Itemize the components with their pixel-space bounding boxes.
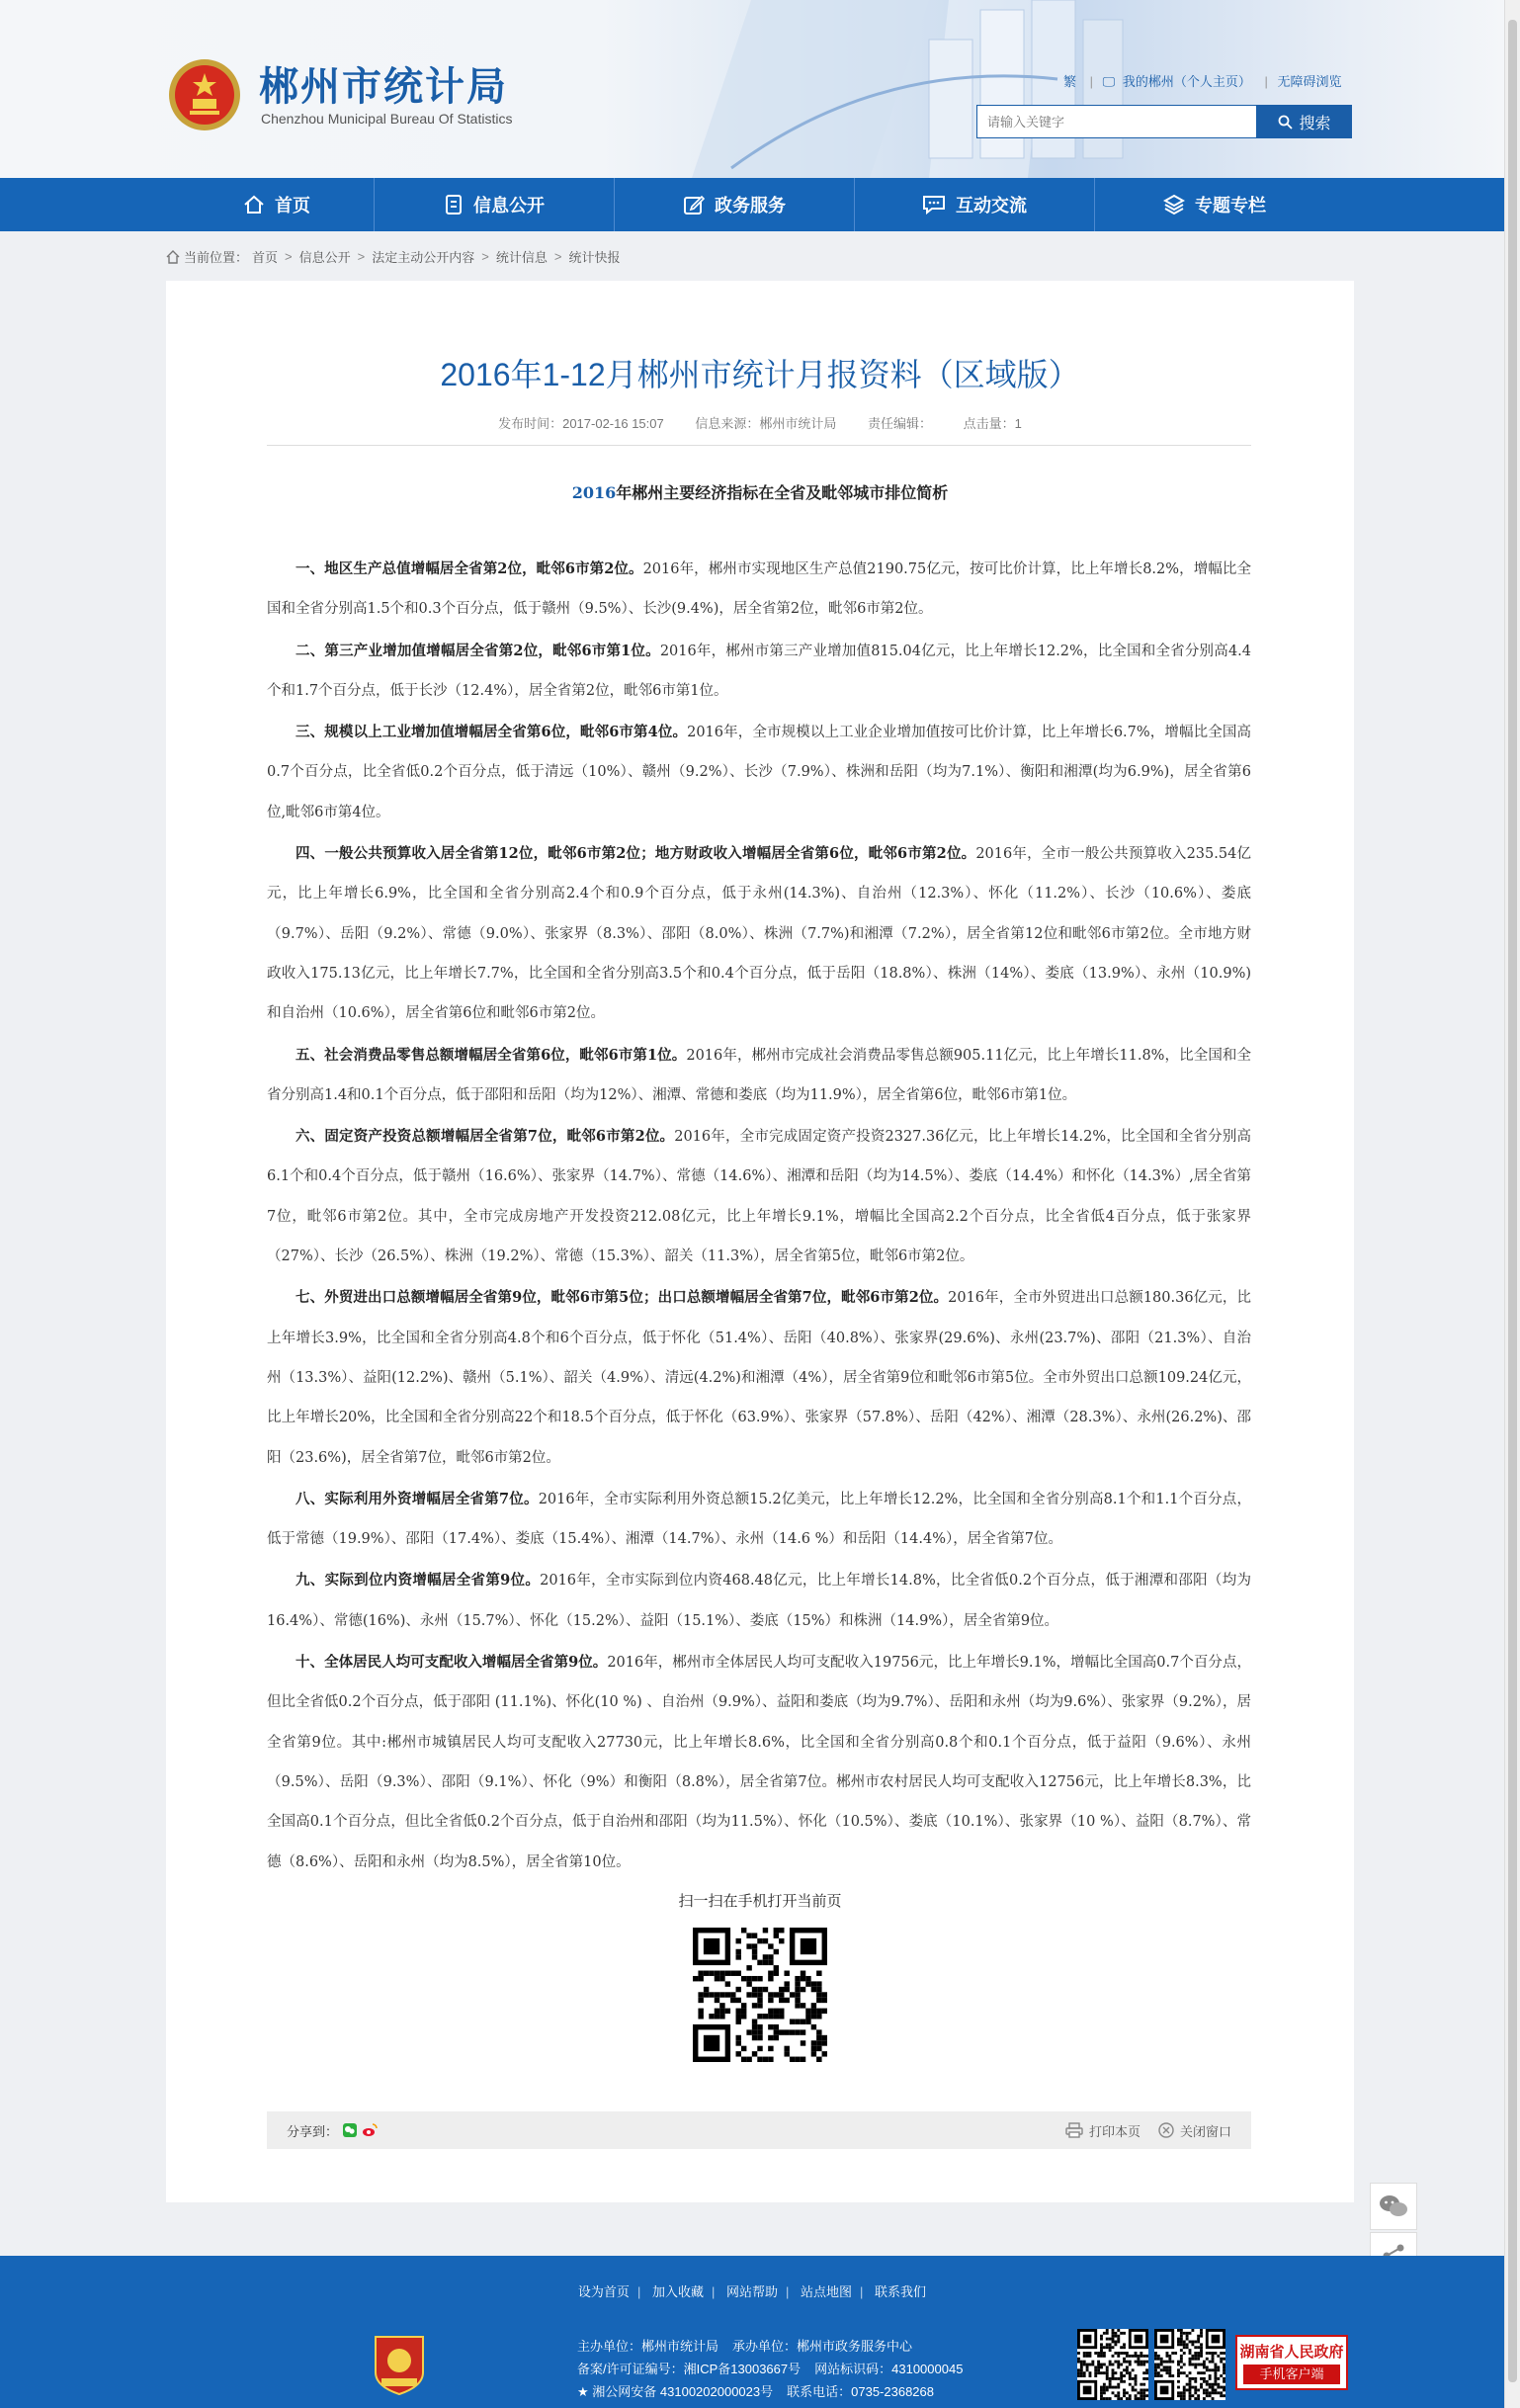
footer-qr-code-icon [1077, 2329, 1148, 2400]
top-link-separator: | [1264, 74, 1268, 89]
footer-link-separator: | [786, 2284, 790, 2299]
breadcrumb-item-info[interactable]: 信息公开 [298, 250, 351, 265]
close-window-button[interactable] [1158, 2121, 1231, 2140]
nav-item-services[interactable] [615, 178, 854, 231]
wechat-icon [1379, 2193, 1408, 2219]
breadcrumb-separator: > [285, 249, 293, 264]
layers-icon [1163, 194, 1185, 215]
article-meta [166, 413, 1354, 432]
my-page-link[interactable]: 我的郴州（个人主页） [1122, 74, 1251, 89]
main-nav [0, 178, 1504, 231]
article-paragraph [267, 1643, 1251, 1882]
top-link-separator: | [1089, 74, 1094, 89]
paragraph-text: 2016年，郴州市第三产业增加值815.04亿元，比上年增长12.2%，比全国和全省分别高4.4个和1.7个百分点，低于长沙（12.4%），居全省第2位，毗邻6市第1位。 [267, 643, 1252, 699]
print-button[interactable] [1065, 2121, 1140, 2140]
article-title: 2016年1-12月郴州市统计月报资料（区域版） [440, 357, 1080, 392]
paragraph-lead: 三、规模以上工业增加值增幅居全省第6位，毗邻6市第4位。 [296, 724, 688, 741]
hunan-gov-title: 湖南省人民政府 [1239, 2344, 1344, 2361]
paragraph-lead: 九、实际到位内资增幅居全省第9位。 [296, 1572, 541, 1590]
monitor-icon: 🖵 [1102, 74, 1116, 89]
footer-host: 主办单位：郴州市统计局 [577, 2339, 719, 2354]
share-label: 分享到： [287, 2123, 339, 2139]
nav-item-label: 互动交流 [956, 196, 1027, 215]
nav-item-topics[interactable] [1095, 178, 1334, 231]
footer-info [577, 2335, 963, 2403]
search-button[interactable] [1257, 105, 1352, 138]
footer-link-help[interactable]: 网站帮助 [725, 2284, 778, 2299]
footer-line-3 [577, 2380, 963, 2403]
nav-item-info[interactable] [375, 178, 614, 231]
scrollbar-thumb[interactable] [1508, 20, 1517, 2382]
search-box [976, 105, 1257, 138]
search-button-label: 搜索 [1299, 115, 1331, 132]
breadcrumb-separator: > [553, 249, 562, 264]
subheading-year: 2016 [571, 483, 617, 502]
edit-icon [683, 194, 705, 215]
footer-link-separator: | [636, 2284, 641, 2299]
paragraph-text: 2016年，全市规模以上工业企业增加值按可比价计算，比上年增长6.7%，增幅比全国高0.7个百分点，比全省低0.2个百分点，低于清远（10%）、赣州（9.2%）、长沙（7.9%）、株洲和岳阳（均为7.1%）、衡阳和湘潭(均为6.9%)，居全省第6位,毗邻6市第4位。 [267, 725, 1251, 820]
paragraph-lead: 八、实际利用外资增幅居全省第7位。 [296, 1490, 539, 1507]
share-bar [267, 2111, 1251, 2149]
footer-line-1 [577, 2335, 963, 2358]
qr-code-icon [693, 1928, 827, 2062]
search-icon [1278, 115, 1293, 129]
nav-item-interaction[interactable] [855, 178, 1094, 231]
nav-item-label: 政务服务 [715, 196, 786, 215]
footer-phone: 联系电话：0735-2368268 [787, 2384, 934, 2399]
article-paragraph [267, 1480, 1251, 1560]
nav-item-label: 专题专栏 [1195, 196, 1266, 215]
breadcrumb-separator: > [357, 249, 366, 264]
home-small-icon [166, 250, 180, 264]
chat-icon [922, 195, 946, 215]
footer-site-code: 网站标识码：4310000045 [814, 2362, 964, 2376]
traditional-chinese-link[interactable]: 繁 [1063, 74, 1077, 89]
paragraph-lead: 七、外贸进出口总额增幅居全省第9位，毗邻6市第5位；出口总额增幅居全省第7位，毗邻6市第2位。 [296, 1289, 949, 1307]
footer-line-2 [577, 2358, 963, 2380]
hunan-gov-app-badge[interactable] [1235, 2335, 1348, 2390]
meta-divider [267, 445, 1251, 446]
publish-time: 发布时间：2017-02-16 15:07 [498, 416, 664, 431]
paragraph-text: 2016年，全市外贸进出口总额180.36亿元，比上年增长3.9%，比全国和全省分别高4.8个和6个百分点，低于怀化（51.4%）、岳阳（40.8%）、张家界(29.6%)、永州(23.7%)、邵阳（21.3%）、自治州（13.3%）、益阳(12.2%)、赣州（5.1%）、韶关（4.9%）、清远(4.2%)和湘潭（4%），居全省第9位和毗邻6市第5位。全市外贸出口总额109.24亿元，比上年增长20%，比全国和全省分别高22个和18.5个百分点，低于怀化（63.9%）、张家界（57.8%）、岳阳（42%）、湘潭（28.3%）、永州(26.2%)、邵阳（23.6%)，居全省第7位，毗邻6市第2位。 [267, 1290, 1251, 1466]
site-footer [0, 2256, 1504, 2408]
article-subheading [166, 480, 1354, 503]
breadcrumb-prefix: 当前位置： [184, 250, 249, 265]
article-paragraph [267, 1278, 1251, 1477]
party-government-badge-icon[interactable] [372, 2333, 427, 2396]
breadcrumb-item-statutory[interactable]: 法定主动公开内容 [372, 250, 475, 265]
breadcrumb-item-stats-brief[interactable]: 统计快报 [568, 250, 621, 265]
article-body [267, 550, 1251, 1884]
footer-link-sitemap[interactable]: 站点地图 [801, 2284, 853, 2299]
close-icon [1158, 2122, 1174, 2138]
paragraph-text: 2016年，全市完成固定资产投资2327.36亿元，比上年增长14.2%，比全国和全省分别高6.1个和0.4个百分点，低于赣州（16.6%）、张家界（14.7%）、常德（14.6%）、湘潭和岳阳（均为14.5%）、娄底（14.4%）和怀化（14.3%）,居全省第7位，毗邻6市第2位。其中，全市完成房地产开发投资212.08亿元，比上年增长9.1%，增幅比全国高2.2个百分点，比全省低4百分点，低于张家界（27%）、长沙（26.5%）、株洲（19.2%）、常德（15.3%）、韶关（11.3%），居全省第5位，毗邻6市第2位。 [267, 1129, 1251, 1265]
article-paragraph [267, 834, 1251, 1033]
wechat-share-icon[interactable] [342, 2122, 358, 2138]
article-paragraph [267, 1117, 1251, 1276]
float-wechat-button[interactable] [1370, 2183, 1417, 2230]
paragraph-text: 2016年，郴州市实现地区生产总值2190.75亿元，按可比价计算，比上年增长8.2%，增幅比全国和全省分别高1.5个和0.3个百分点，低于赣州（9.5%）、长沙(9.4%)，居全省第2位，毗邻6市第2位。 [267, 561, 1252, 618]
paragraph-lead: 二、第三产业增加值增幅居全省第2位，毗邻6市第1位。 [296, 642, 660, 659]
paragraph-text: 2016年，郴州市完成社会消费品零售总额905.11亿元，比上年增长11.8%，比全国和全省分别高1.4和0.1个百分点，低于邵阳和岳阳（均为12%）、湘潭、常德和娄底（均为11.9%），居全省第6位，毗邻6市第1位。 [267, 1047, 1252, 1103]
document-icon [444, 194, 464, 215]
paragraph-text: 2016年，全市一般公共预算收入235.54亿元，比上年增长6.9%，比全国和全省分别高2.4个和0.9个百分点，低于永州(14.3%)、自治州（12.3%）、怀化（11.2%）、长沙（10.6%）、娄底（9.7%）、岳阳（9.2%）、常德（9.0%）、张家界（8.3%）、邵阳（8.0%）、株洲（7.7%)和湘潭（7.2%），居全省第12位和毗邻6市第2位。全市地方财政收入175.13亿元，比上年增长7.7%，比全国和全省分别高3.5个和0.4个百分点，低于岳阳（18.8%）、株洲（14%）、娄底（13.9%）、永州（10.9%)和自治州（10.6%），居全省第6位和毗邻6市第2位。 [267, 846, 1252, 1022]
weibo-share-icon[interactable] [362, 2122, 378, 2138]
breadcrumb-item-home[interactable]: 首页 [252, 250, 279, 265]
editor: 责任编辑： [868, 416, 933, 431]
footer-link-favorite[interactable]: 加入收藏 [651, 2284, 704, 2299]
paragraph-lead: 一、地区生产总值增幅居全省第2位，毗邻6市第2位。 [296, 560, 643, 577]
article-paragraph [267, 632, 1251, 712]
subheading-text: 年郴州主要经济指标在全省及毗邻城市排位简析 [616, 483, 949, 502]
top-links [1063, 71, 1346, 90]
article-paragraph [267, 1561, 1251, 1641]
site-title[interactable]: 郴州市统计局 [259, 65, 508, 109]
article-paragraph [267, 550, 1251, 630]
article-paragraph [267, 1036, 1251, 1116]
paragraph-lead: 十、全体居民人均可支配收入增幅居全省第9位。 [296, 1654, 608, 1672]
paragraph-text: 2016年，郴州市全体居民人均可支配收入19756元，比上年增长9.1%，增幅比全国高0.7个百分点，但比全省低0.2个百分点，低于邵阳 (11.1%)、怀化(10 %) 、自治州（9.9%）、益阳和娄底（均为9.7%）、岳阳和永州（均为9.6%）、张家界（9.2%），居全省第9位。其中:郴州市城镇居民人均可支配收入27730元，比上年增长8.6%，比全国和全省分别高0.8个和0.1个百分点，低于益阳（9.6%）、永州（9.5%）、岳阳（9.3%）、邵阳（9.1%）、怀化（9%）和衡阳（8.8%），居全省第7位。郴州市农村居民人均可支配收入12756元，比上年增长8.3%，比全国高0.1个百分点，但比全省低0.2个百分点，低于自治州和邵阳（均为11.5%）、怀化（10.5%）、娄底（10.1%）、张家界（10 %）、益阳（8.7%）、常德（8.6%）、岳阳和永州（均为8.5%），居全省第10位。 [267, 1655, 1251, 1870]
site-subtitle: Chenzhou Municipal Bureau Of Statistics [261, 111, 513, 127]
paragraph-text: 2016年，全市实际到位内资468.48亿元，比上年增长14.8%，比全省低0.2个百分点，低于湘潭和邵阳（均为16.4%）、常德(16%)、永州（15.7%）、怀化（15.2%）、益阳（15.1%）、娄底（15%）和株洲（14.9%），居全省第9位。 [267, 1573, 1251, 1629]
paragraph-text: 2016年，全市实际利用外资总额15.2亿美元，比上年增长12.2%，比全国和全省分别高8.1个和1.1个百分点，低于常德（19.9%）、邵阳（17.4%）、娄底（15.4%）、湘潭（14.7%）、永州（14.6 %）和岳阳（14.4%），居全省第7位。 [267, 1491, 1251, 1548]
footer-link-separator: | [711, 2284, 716, 2299]
footer-link-separator: | [860, 2284, 864, 2299]
page-scrollbar[interactable] [1504, 0, 1520, 2408]
article-container [166, 281, 1354, 2202]
qr-label: 扫一扫在手机打开当前页 [678, 1893, 842, 1910]
site-header [0, 0, 1504, 178]
breadcrumb [166, 247, 620, 266]
print-label: 打印本页 [1088, 2123, 1140, 2139]
article-paragraph [267, 713, 1251, 832]
hunan-gov-subtitle: 手机客户端 [1243, 2365, 1340, 2384]
printer-icon [1065, 2122, 1083, 2138]
info-source: 信息来源：郴州市统计局 [695, 416, 837, 431]
nav-item-label: 首页 [275, 196, 310, 215]
footer-police[interactable]: 湘公网安备 43100202000023号 [592, 2384, 774, 2399]
police-badge-icon: ★ [577, 2384, 593, 2399]
article-actions [1065, 2111, 1231, 2149]
footer-qr-code-icon [1154, 2329, 1225, 2400]
home-icon [243, 195, 265, 215]
footer-undertaker: 承办单位：郴州市政务服务中心 [732, 2339, 913, 2354]
national-emblem-icon [166, 55, 243, 132]
footer-links [0, 2281, 1504, 2300]
close-label: 关闭窗口 [1179, 2123, 1231, 2139]
nav-item-home[interactable] [180, 178, 374, 231]
breadcrumb-item-stats-info[interactable]: 统计信息 [495, 250, 548, 265]
share-group [287, 2111, 378, 2149]
footer-link-set-home[interactable]: 设为首页 [577, 2284, 630, 2299]
accessibility-link[interactable]: 无障碍浏览 [1277, 74, 1342, 89]
breadcrumb-separator: > [481, 249, 489, 264]
paragraph-lead: 四、一般公共预算收入居全省第12位，毗邻6市第2位；地方财政收入增幅居全省第6位，毗邻6市第2位。 [296, 845, 976, 863]
nav-item-label: 信息公开 [473, 196, 545, 215]
paragraph-lead: 六、固定资产投资总额增幅居全省第7位，毗邻6市第2位。 [296, 1128, 675, 1146]
click-count: 点击量：1 [963, 416, 1022, 431]
paragraph-lead: 五、社会消费品零售总额增幅居全省第6位，毗邻6市第1位。 [296, 1046, 687, 1064]
footer-link-contact[interactable]: 联系我们 [875, 2284, 927, 2299]
footer-icp[interactable]: 备案/许可证编号：湘ICP备13003667号 [577, 2362, 802, 2376]
search-input[interactable] [977, 106, 1246, 137]
